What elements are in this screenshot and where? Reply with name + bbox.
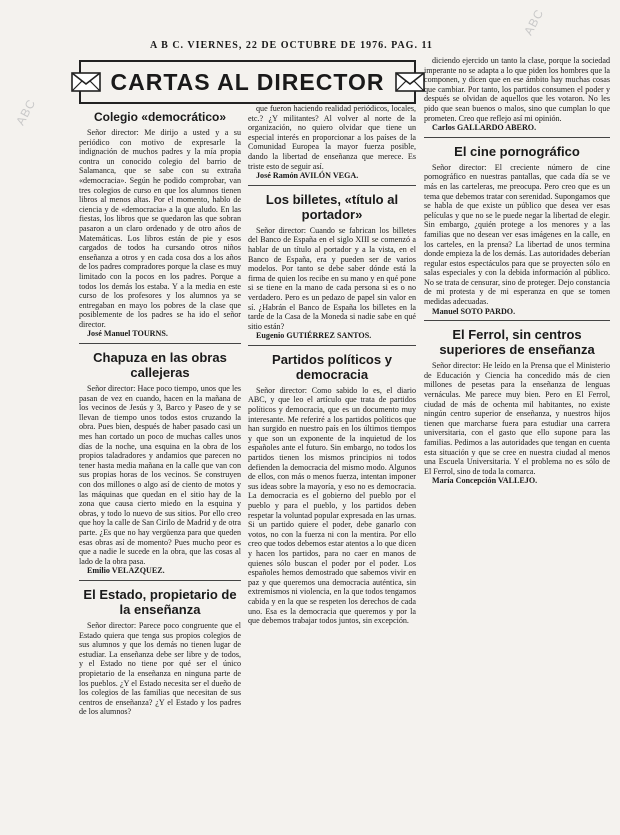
section-banner [79, 60, 416, 104]
column-2 [248, 104, 416, 832]
article-title: El cine pornográfico [454, 143, 580, 159]
article-signature: Eugenio GUTIÉRREZ SANTOS. [256, 331, 372, 341]
article-signature: Carlos GALLARDO ABERO. [432, 123, 537, 133]
divider [248, 345, 416, 346]
article-title: Chapuza en las obras callejeras [93, 350, 227, 381]
envelope-icon [395, 72, 425, 92]
article-body: diciendo ejercido un tanto la clase, porque la sociedad imperante no se adapta a lo que piden los hombres que la componen, y dicen que en ese ámbito hay muchas cosas que cambiar. Por tanto, los partidos consumen el poder y después se olvidan de aquellos que les votaron. No les pido que sean buenos o malos, sino que cumplan lo que prometen. Creo que reflejo así mi opinión. [424, 56, 610, 123]
column-3 [424, 56, 610, 832]
envelope-icon [71, 72, 101, 92]
article-body: Señor director: Como sabido lo es, el diario ABC, y que leo el artículo que trata de partidos políticos y democracia, que es un documento muy interesante. Me referiré a los partidos políticos que han surgido en nuestro país en los últimos tiempos y que son un exponente de la inquietud de los españoles ante el futuro. Sin embargo, no todos los partidos tienen los mismos principios ni todos defienden la democracia del mismo modo. Algunos de ellos, con más o menos fuerza, intentan imponer sus ideas sobre la mayoría, y eso no es democracia. La democracia es el gobierno del pueblo por el pueblo y para el pueblo, y los partidos deben respetar la voluntad popular expresada en las urnas. Si un partido quiere el poder, debe ganarlo con votos, no con la fuerza ni con la mentira. Por ello creo que todos debemos estar atentos a lo que dicen y hacen los partidos, para no caer en manos de quienes sólo buscan el poder por el poder. Los españoles hemos demostrado que sabemos vivir en paz y que queremos una democracia auténtica, sin extremismos ni violencia, en la que todos tengamos cabida y en la que se respeten los derechos de cada uno. Esa es la democracia que queremos y por la que debemos trabajar todos juntos, sin excepción. [248, 385, 416, 626]
article-body: Señor director: He leído en la Prensa que el Ministerio de Educación y Ciencia ha concedido más de cien millones de pesetas para la enseñanza de lenguas vernáculas. Me parece muy bien. Pero en El Ferrol, ciudad de más de ochenta mil habitantes, no existe ningún centro superior de enseñanza, y nuestros hijos tienen que marcharse fuera para estudiar una carrera universitaria, con el gasto que ello supone para las familias. Pedimos a las autoridades que tengan en cuenta esta situación y que se cree en nuestra ciudad al menos una Escuela Universitaria. Y el problema no es sólo de El Ferrol, sino de toda la comarca. [424, 361, 610, 476]
article-title: Partidos políticos y democracia [272, 351, 392, 382]
article-body: Señor director: Cuando se fabrican los billetes del Banco de España en el siglo XIII se comenzó a hablar de un título al portador y a la vista, en el Banco de España, era y pueden ser de varios modelos. Por tanto se debe saber dónde está la firma de quien los recibe en su mano y en qué pone si se tiene en la mano de cada persona si es o no verdadero. Pero es un pedazo de papel sin valor en sí. ¿Habrán el Banco de España los billetes en la tarde de la Casa de la Moneda si nadie sabe en qué sitio están? [248, 225, 416, 331]
article-signature: Manuel SOTO PARDO. [432, 306, 516, 316]
article-signature: José Manuel TOURNS. [87, 329, 168, 339]
divider [424, 137, 610, 138]
watermark: ABC [13, 96, 39, 128]
article-title: El Ferrol, sin centros superiores de enseñanza [439, 327, 595, 358]
divider [424, 320, 610, 321]
article-signature: José Ramón AVILÓN VEGA. [256, 171, 359, 181]
article-signature: María Concepción VALLEJO. [432, 476, 538, 486]
watermark: ABC [521, 6, 547, 38]
article-title: Los billetes, «título al portador» [265, 191, 399, 222]
article-body: Señor director: Hace poco tiempo, unos que les pasan de vez en cuando, hacen en la mañana de los vecinos de Jesús y 3, Barco y Paseo de y se llevan de tiempo unos todos estos cruzando la obra. Pues bien, después de haber pasado casi un mes han cortado un poco de muchas calles unos días de la noche, una esquina en la obra de los propios taladradores y andamios que parecen no tener hasta media mañana en la calle que van con sus propias horas de los vecinos. Se construyen con dos millones o algo así de ciento de motos y las máquinas que quedan en el sitio hay de la zona que causa cierto miedo en la esquina y obras, y todo lo nuevo de sus sitios. Por ello creo que hoy la calle de San Cirilo de Madrid y de otra parte. ¿Es que no hay vergüenza para que queden esas obras así de momento? Pues mucho peor es que a nadie le sucede en la obra, que las cosas al lado de la obra pasa. [79, 384, 241, 566]
article-body: que fueron haciendo realidad periódicos, locales, etc.? ¿Y militantes? Al volver al norte de la organización, no quiero olvidar que tiene un especial interés en proporcionar a los países de la Comunidad Europea la mayor fuerza posible, dando la libertad de enseñanza que merece. Es triste esto de seguir así. [248, 104, 416, 171]
article-body: Señor director: Parece poco congruente que el Estado quiera que tenga sus propios colegios de sus alumnos y que los demás no tienen lugar de estudiar. La enseñanza debe ser libre y de todos, y el Estado no tiene por qué ser el único propietario de la enseñanza en ninguna parte de los pueblos. ¿Y el Estado necesita ser el dueño de los colegios de las familias que necesitan de sus centros de enseñanza? ¿Y el Estado y los padres de los alumnos? [79, 620, 241, 717]
page-header: A B C. VIERNES, 22 DE OCTUBRE DE 1976. PAG. 11 [150, 40, 433, 51]
section-title: CARTAS AL DIRECTOR [110, 68, 385, 95]
article-title: Colegio «democrático» [93, 110, 227, 124]
divider [79, 580, 241, 581]
article-body: Señor director: Me dirijo a usted y a su periódico con motivo de expresarle la indignación de muchos padres y la mía propia contra un conocido colegio del barrio de Salamanca, que se sabe con su extraña «democracia». Según he podido comprobar, van tres colegios de curso en que los alumnos tienen libros al menos altas. Por el momento, hablo de ciencia y de «democracia» a la que aludo. En las fiestas, los libros que se quedaron las que sobran pasaron a un claro ordenado y de otro años de Matemáticas. Los libros están de pie y esos cargados de todos ha cursando otros niños enseñanza a otros y en cada cosa dos a los años de los padres compradores porque la clase es muy limitado con la pocos en los padres. Porque a todos los demás los estaba. Y a la media en este curso de los profesores y los alumnos ya se entregaban en mayo los pobres de la clase que posiblemente de los padres se ha ido el señor director. [79, 128, 241, 329]
column-1 [79, 104, 241, 832]
divider [248, 185, 416, 186]
divider [79, 343, 241, 344]
article-signature: Emilio VELAZQUEZ. [87, 566, 165, 576]
article-body: Señor director: El creciente número de cine pornográfico en nuestras pantallas, que cada día se ve más en las carteleras, me preocupa. Pero creo que es un tema que debemos tratar con serenidad. Supongamos que se habla de que existe un público que desea ver esas películas y que no se le puede negar la libertad de elegir. Sin embargo, ¿quién protege a los menores y a las familias que no desean ver esas imágenes en la calle, en los carteles, en la prensa? La libertad de unos termina donde empieza la de los demás. Las autoridades deberían regular estos espectáculos para que se proyecten sólo en salas especiales y con la debida información al público. No se trata de censurar, sino de proteger. Dejo constancia de mi protesta y de mi esperanza en que se tomen medidas adecuadas. [424, 162, 610, 307]
article-title: El Estado, propietario de la enseñanza [83, 586, 237, 617]
